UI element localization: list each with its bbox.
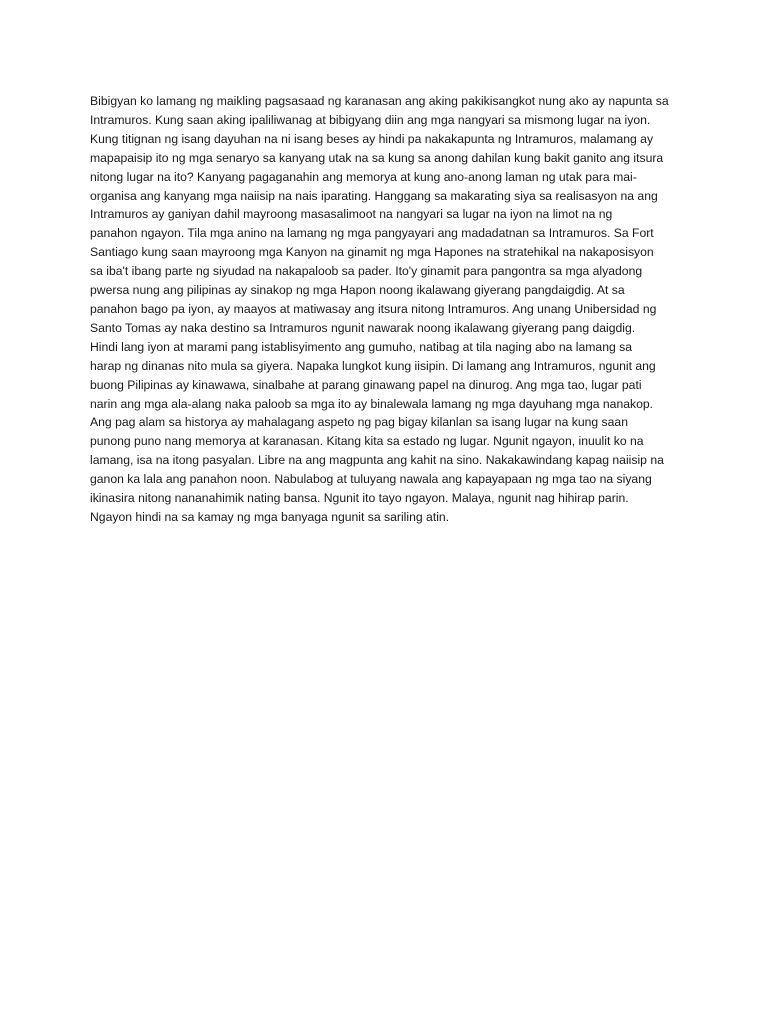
paragraph-line-9: Santiago kung saan mayroong mga Kanyon na ginamit ng mga Hapones na stratehikal na nakaposisyon <box>90 245 654 260</box>
essay-paragraph <box>90 92 690 527</box>
paragraph-line-19: punong puno nang memorya at karanasan. Kitang kita sa estado ng lugar. Ngunit ngayon, inuulit ko na <box>90 434 644 449</box>
paragraph-line-18: Ang pag alam sa historya ay mahalagang aspeto ng pag bigay kilanlan sa isang lugar na kung saan <box>90 415 628 430</box>
paragraph-line-1: Bibigyan ko lamang ng maikling pagsasaad ng karanasan ang aking pakikisangkot nung ako ay napunta sa <box>90 94 669 108</box>
paragraph-line-22: ikinasira nitong nananahimik nating bansa. Ngunit ito tayo ngayon. Malaya, ngunit nag hihirap parin. <box>90 491 629 506</box>
paragraph-line-3: Kung titignan ng isang dayuhan na ni isang beses ay hindi pa nakakapunta ng Intramuros, malamang ay <box>90 131 654 146</box>
paragraph-line-10: sa iba't ibang parte ng siyudad na nakapaloob sa pader. Ito'y ginamit para pangontra sa mga alyadong <box>90 264 643 279</box>
paragraph-line-23: Ngayon hindi na sa kamay ng mga banyaga ngunit sa sariling atin. <box>90 509 450 524</box>
paragraph-line-2: Intramuros. Kung saan aking ipaliliwanag at bibigyang diin ang mga nangyari sa mismong lugar na iyon. <box>90 112 651 127</box>
paragraph-line-5: nitong lugar na ito? Kanyang pagaganahin ang memorya at kung ano-anong laman ng utak para mai- <box>90 169 637 184</box>
paragraph-line-6: organisa ang kanyang mga naiisip na nais iparating. Hanggang sa makarating siya sa realisasyon na ang <box>90 188 658 203</box>
paragraph-line-20: lamang, isa na itong pasyalan. Libre na ang magpunta ang kahit na sino. Nakakawindang kapag naiisip na <box>90 453 664 468</box>
paragraph-line-13: Santo Tomas ay naka destino sa Intramuros ngunit nawarak noong ikalawang giyerang pang daigdig. <box>90 320 636 335</box>
paragraph-line-12: panahon bago pa iyon, ay maayos at matiwasay ang itsura nitong Intramuros. Ang unang Unibersidad ng <box>90 301 657 316</box>
paragraph-line-11: pwersa nung ang pilipinas ay sinakop ng mga Hapon noong ikalawang giyerang pangdaigdig. At sa <box>90 283 625 298</box>
paragraph-line-7: Intramuros ay ganiyan dahil mayroong masasalimoot na nangyari sa lugar na iyon na limot na ng <box>90 207 613 222</box>
paragraph-line-17: narin ang mga ala-alang naka paloob sa mga ito ay binalewala lamang ng mga dayuhang mga nanakop. <box>90 396 654 411</box>
paragraph-line-16: buong Pilipinas ay kinawawa, sinalbahe at parang ginawang papel na dinurog. Ang mga tao, lugar pati <box>90 377 642 392</box>
paragraph-line-14: Hindi lang iyon at marami pang istablisyimento ang gumuho, natibag at tila naging abo na lamang sa <box>90 339 633 354</box>
paragraph-line-4: mapapaisip ito ng mga senaryo sa kanyang utak na sa kung sa anong dahilan kung bakit ganito ang itsura <box>90 150 664 165</box>
paragraph-line-15: harap ng dinanas nito mula sa giyera. Napaka lungkot kung iisipin. Di lamang ang Intramuros, ngunit ang <box>90 358 656 373</box>
paragraph-line-21: ganon ka lala ang panahon noon. Nabulabog at tuluyang nawala ang kapayapaan ng mga tao na siyang <box>90 472 652 487</box>
paragraph-line-8: panahon ngayon. Tila mga anino na lamang ng mga pangyayari ang madadatnan sa Intramuros. Sa Fort <box>90 226 654 241</box>
